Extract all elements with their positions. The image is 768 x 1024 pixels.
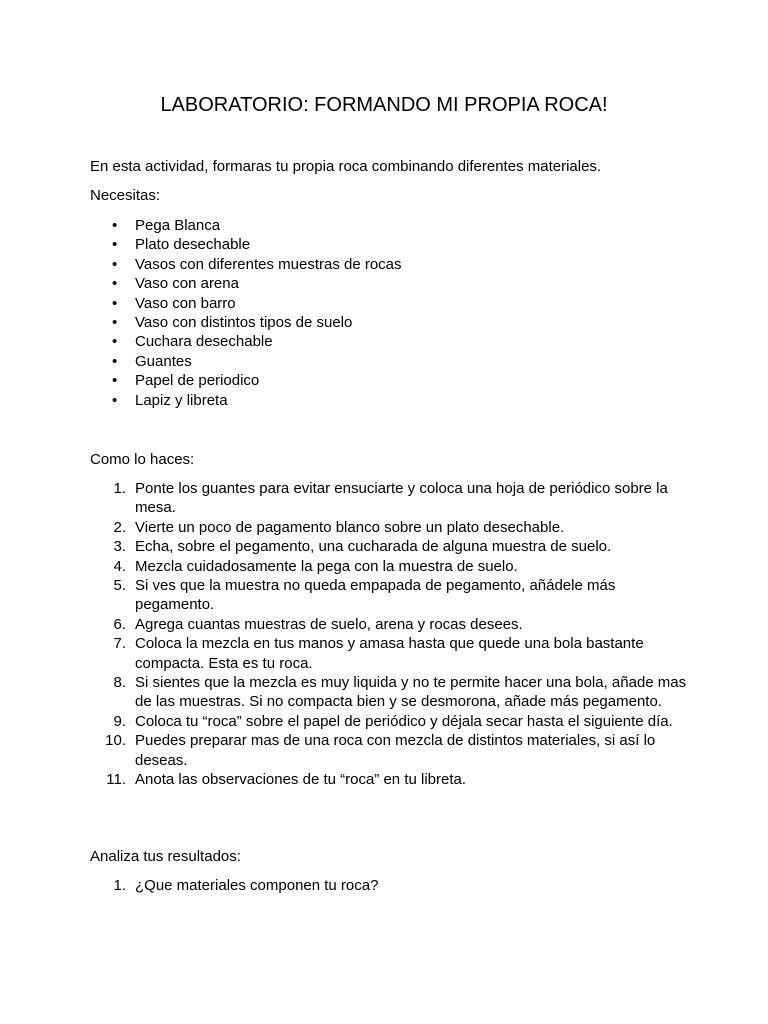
step-text: Si ves que la muestra no queda empapada de pegamento, añádele más pegamento. xyxy=(135,577,616,614)
step-number: 11. xyxy=(106,771,126,789)
materials-heading: Necesitas: xyxy=(90,187,161,204)
material-label: Vaso con distintos tipos de suelo xyxy=(135,314,353,332)
step-text: Agrega cuantas muestras de suelo, arena y rocas desees. xyxy=(135,615,523,633)
bullet-icon: • xyxy=(112,391,118,409)
material-label: Cuchara desechable xyxy=(135,333,273,351)
material-label: Vasos con diferentes muestras de rocas xyxy=(135,255,402,273)
step-item xyxy=(90,576,690,615)
material-item xyxy=(90,255,690,274)
step-item xyxy=(90,731,690,770)
material-label: Guantes xyxy=(135,352,192,370)
step-number: 9. xyxy=(113,712,126,730)
material-item xyxy=(90,352,690,371)
analysis-heading: Analiza tus resultados: xyxy=(90,848,241,865)
steps-list xyxy=(90,479,690,790)
step-text: Si sientes que la mezcla es muy liquida y no te permite hacer una bola, añade mas de las muestras. Si no compacta bien y se desmorona, añade más pegamento. xyxy=(135,674,687,711)
step-number: 4. xyxy=(113,557,126,575)
intro-paragraph: En esta actividad, formaras tu propia roca combinando diferentes materiales. xyxy=(90,158,602,175)
step-number: 2. xyxy=(113,518,126,536)
step-item xyxy=(90,673,690,712)
question-text: ¿Que materiales componen tu roca? xyxy=(135,877,379,894)
bullet-icon: • xyxy=(112,352,118,370)
question-item xyxy=(90,876,690,895)
materials-list xyxy=(90,216,690,410)
step-number: 7. xyxy=(113,635,126,653)
questions-list xyxy=(90,876,690,895)
material-item xyxy=(90,391,690,410)
material-item xyxy=(90,216,690,235)
page-title: LABORATORIO: FORMANDO MI PROPIA ROCA! xyxy=(160,94,608,116)
step-number: 1. xyxy=(113,480,126,497)
step-text: Puedes preparar mas de una roca con mezcla de distintos materiales, si así lo deseas. xyxy=(135,732,656,769)
step-text: Vierte un poco de pagamento blanco sobre un plato desechable. xyxy=(135,518,565,536)
step-text: Anota las observaciones de tu “roca” en tu libreta. xyxy=(135,771,467,789)
step-number: 5. xyxy=(113,577,126,595)
step-item xyxy=(90,479,690,518)
step-item xyxy=(90,518,690,537)
bullet-icon: • xyxy=(112,217,118,234)
question-number: 1. xyxy=(113,877,126,894)
step-item xyxy=(90,615,690,634)
material-label: Papel de periodico xyxy=(135,372,260,390)
bullet-icon: • xyxy=(112,275,118,293)
step-number: 10. xyxy=(105,732,126,750)
step-item xyxy=(90,770,690,789)
step-item xyxy=(90,712,690,731)
step-item xyxy=(90,634,690,673)
bullet-icon: • xyxy=(112,333,118,351)
material-label: Vaso con barro xyxy=(135,294,236,312)
step-text: Echa, sobre el pegamento, una cucharada de alguna muestra de suelo. xyxy=(135,538,612,556)
step-text: Coloca tu “roca” sobre el papel de periódico y déjala secar hasta el siguiente día. xyxy=(135,712,673,730)
step-text: Mezcla cuidadosamente la pega con la muestra de suelo. xyxy=(135,557,518,575)
bullet-icon: • xyxy=(112,255,118,273)
material-label: Vaso con arena xyxy=(135,275,239,293)
steps-heading: Como lo haces: xyxy=(90,451,195,468)
step-item xyxy=(90,537,690,556)
step-number: 3. xyxy=(113,538,126,556)
step-text: Ponte los guantes para evitar ensuciarte y coloca una hoja de periódico sobre la mesa. xyxy=(135,480,668,517)
material-label: Plato desechable xyxy=(135,236,251,254)
material-label: Lapiz y libreta xyxy=(135,391,228,409)
step-item xyxy=(90,557,690,576)
bullet-icon: • xyxy=(112,314,118,332)
material-item xyxy=(90,313,690,332)
step-number: 8. xyxy=(113,674,126,692)
material-item xyxy=(90,294,690,313)
step-text: Coloca la mezcla en tus manos y amasa hasta que quede una bola bastante compacta. Esta es tu roca. xyxy=(135,635,644,672)
bullet-icon: • xyxy=(112,372,118,390)
material-item xyxy=(90,235,690,254)
step-number: 6. xyxy=(113,615,126,633)
material-item xyxy=(90,332,690,351)
material-item xyxy=(90,274,690,293)
bullet-icon: • xyxy=(112,294,118,312)
material-label: Pega Blanca xyxy=(135,217,221,234)
bullet-icon: • xyxy=(112,236,118,254)
material-item xyxy=(90,371,690,390)
